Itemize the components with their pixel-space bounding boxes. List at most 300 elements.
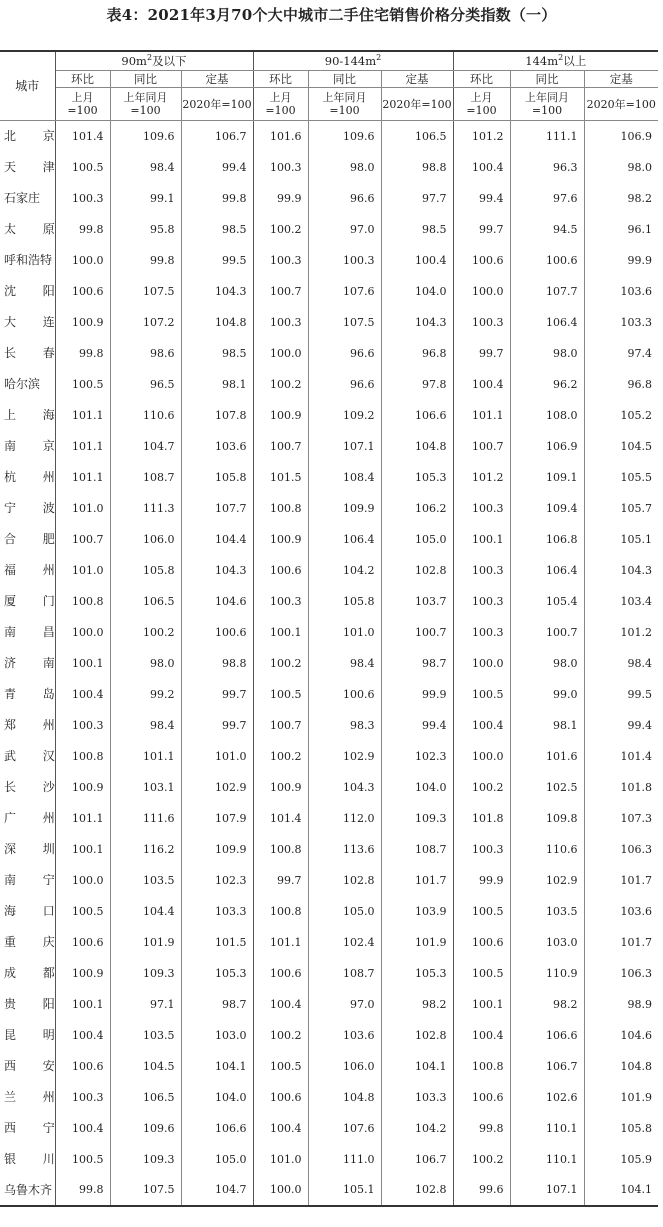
index-value-cell: 105.0 bbox=[181, 1144, 253, 1175]
index-value-cell: 100.6 bbox=[453, 245, 510, 276]
index-value-cell: 100.5 bbox=[55, 896, 110, 927]
index-value-cell: 98.0 bbox=[627, 160, 652, 174]
index-value-cell: 99.8 bbox=[55, 1175, 110, 1206]
index-value-cell: 104.1 bbox=[181, 1051, 253, 1082]
city-name-cell: 长 春 bbox=[0, 338, 55, 369]
area-group-base: 90m bbox=[121, 53, 147, 68]
index-value-cell: 105.0 bbox=[308, 896, 381, 927]
index-value-cell: 110.1 bbox=[510, 1144, 584, 1175]
table-row bbox=[0, 1175, 658, 1206]
index-value-cell: 110.1 bbox=[510, 1113, 584, 1144]
index-value-cell: 101.0 bbox=[55, 555, 110, 586]
index-value-cell: 100.4 bbox=[253, 989, 308, 1020]
index-value-cell: 100.7 bbox=[381, 617, 453, 648]
index-value-cell: 100.4 bbox=[453, 369, 510, 400]
index-value-cell: 109.9 bbox=[308, 493, 381, 524]
index-value-cell: 101.0 bbox=[308, 617, 381, 648]
table-row bbox=[0, 245, 658, 276]
index-value-cell: 102.8 bbox=[381, 1020, 453, 1051]
index-value-cell: 105.3 bbox=[381, 462, 453, 493]
index-value-cell: 104.2 bbox=[381, 1113, 453, 1144]
city-name-cell: 大 连 bbox=[0, 307, 55, 338]
table-row bbox=[0, 803, 658, 834]
index-value-cell: 106.3 bbox=[620, 842, 652, 856]
index-value-cell: 100.9 bbox=[55, 307, 110, 338]
index-value-cell: 103.3 bbox=[620, 315, 652, 329]
index-value-cell: 98.7 bbox=[181, 989, 253, 1020]
index-value-cell: 102.8 bbox=[381, 1175, 453, 1206]
index-value-cell: 96.6 bbox=[308, 338, 381, 369]
city-name-cell: 昆 明 bbox=[0, 1020, 55, 1051]
index-value-cell: 100.3 bbox=[253, 152, 308, 183]
index-value-cell: 98.0 bbox=[510, 338, 584, 369]
index-value-cell: 100.3 bbox=[253, 245, 308, 276]
index-value-cell: 104.8 bbox=[308, 1082, 381, 1113]
index-value-cell: 98.5 bbox=[181, 214, 253, 245]
index-value-cell: 109.3 bbox=[110, 1144, 181, 1175]
city-name-cell: 厦 门 bbox=[0, 586, 55, 617]
index-value-cell: 101.4 bbox=[620, 749, 652, 763]
index-value-cell: 99.7 bbox=[181, 710, 253, 741]
index-value-cell: 101.0 bbox=[253, 1144, 308, 1175]
index-value-cell: 98.8 bbox=[381, 152, 453, 183]
index-value-cell: 99.6 bbox=[453, 1175, 510, 1206]
index-value-cell: 100.2 bbox=[253, 648, 308, 679]
index-type-header: 定基 bbox=[381, 71, 453, 88]
index-value-cell: 100.1 bbox=[55, 989, 110, 1020]
city-name-cell: 南 昌 bbox=[0, 617, 55, 648]
index-value-cell: 101.1 bbox=[55, 803, 110, 834]
index-base-header: 上年同月 =100 bbox=[110, 88, 181, 121]
index-value-cell: 106.3 bbox=[620, 966, 652, 980]
city-name-cell: 呼和浩特 bbox=[0, 245, 55, 276]
index-value-cell: 109.6 bbox=[110, 1113, 181, 1144]
index-value-cell: 105.9 bbox=[620, 1152, 652, 1166]
index-value-cell: 106.6 bbox=[181, 1113, 253, 1144]
index-value-cell: 103.5 bbox=[510, 896, 584, 927]
index-value-cell: 101.7 bbox=[381, 865, 453, 896]
index-value-cell: 98.4 bbox=[308, 648, 381, 679]
index-value-cell: 99.9 bbox=[253, 183, 308, 214]
index-value-cell: 109.1 bbox=[510, 462, 584, 493]
city-name-cell: 福 州 bbox=[0, 555, 55, 586]
index-value-cell: 98.2 bbox=[381, 989, 453, 1020]
city-name-cell: 成 都 bbox=[0, 958, 55, 989]
city-name-cell: 兰 州 bbox=[0, 1082, 55, 1113]
index-value-cell: 100.9 bbox=[55, 772, 110, 803]
index-value-cell: 106.6 bbox=[381, 400, 453, 431]
index-value-cell: 101.2 bbox=[453, 462, 510, 493]
index-value-cell: 100.5 bbox=[55, 152, 110, 183]
index-base-header: 2020年=100 bbox=[181, 88, 253, 121]
area-group-sup: 2 bbox=[146, 52, 153, 62]
index-value-cell: 100.4 bbox=[381, 245, 453, 276]
table-row bbox=[0, 617, 658, 648]
index-value-cell: 98.9 bbox=[627, 997, 652, 1011]
index-value-cell: 106.5 bbox=[110, 1082, 181, 1113]
index-value-cell: 100.5 bbox=[253, 679, 308, 710]
index-value-cell: 99.8 bbox=[55, 338, 110, 369]
index-value-cell: 103.7 bbox=[381, 586, 453, 617]
index-value-cell: 100.6 bbox=[55, 927, 110, 958]
index-value-cell: 100.0 bbox=[55, 245, 110, 276]
city-name-cell: 宁 波 bbox=[0, 493, 55, 524]
index-value-cell: 100.5 bbox=[55, 369, 110, 400]
city-name-cell: 青 岛 bbox=[0, 679, 55, 710]
index-type-header: 同比 bbox=[308, 71, 381, 88]
index-value-cell: 107.1 bbox=[510, 1175, 584, 1206]
index-value-cell: 103.0 bbox=[181, 1020, 253, 1051]
index-value-cell: 97.0 bbox=[308, 989, 381, 1020]
index-value-cell: 107.9 bbox=[181, 803, 253, 834]
city-name-cell: 海 口 bbox=[0, 896, 55, 927]
index-value-cell: 101.4 bbox=[253, 803, 308, 834]
index-value-cell: 100.3 bbox=[55, 710, 110, 741]
index-type-header: 环比 bbox=[55, 71, 110, 88]
price-index-table-container bbox=[0, 50, 663, 1207]
index-value-cell: 105.1 bbox=[308, 1175, 381, 1206]
index-value-cell: 100.6 bbox=[308, 679, 381, 710]
table-row bbox=[0, 183, 658, 214]
index-value-cell: 104.8 bbox=[620, 1059, 652, 1073]
index-value-cell: 100.9 bbox=[253, 772, 308, 803]
index-type-header: 定基 bbox=[584, 71, 658, 88]
index-value-cell: 100.2 bbox=[453, 1144, 510, 1175]
table-row bbox=[0, 555, 658, 586]
index-type-header: 同比 bbox=[110, 71, 181, 88]
index-value-cell: 100.4 bbox=[453, 152, 510, 183]
index-value-cell: 104.6 bbox=[181, 586, 253, 617]
index-value-cell: 99.8 bbox=[55, 214, 110, 245]
index-value-cell: 104.7 bbox=[110, 431, 181, 462]
index-value-cell: 102.6 bbox=[510, 1082, 584, 1113]
index-value-cell: 103.5 bbox=[110, 865, 181, 896]
table-row bbox=[0, 865, 658, 896]
index-value-cell: 97.1 bbox=[110, 989, 181, 1020]
index-value-cell: 102.8 bbox=[381, 555, 453, 586]
index-value-cell: 101.8 bbox=[620, 780, 652, 794]
city-name-cell: 合 肥 bbox=[0, 524, 55, 555]
index-value-cell: 100.1 bbox=[253, 617, 308, 648]
table-row bbox=[0, 214, 658, 245]
city-name-cell: 武 汉 bbox=[0, 741, 55, 772]
index-value-cell: 107.7 bbox=[510, 276, 584, 307]
index-value-cell: 104.0 bbox=[181, 1082, 253, 1113]
index-value-cell: 100.7 bbox=[253, 431, 308, 462]
index-value-cell: 100.6 bbox=[453, 1082, 510, 1113]
index-value-cell: 101.9 bbox=[381, 927, 453, 958]
index-value-cell: 107.3 bbox=[620, 811, 652, 825]
table-row bbox=[0, 710, 658, 741]
index-value-cell: 105.1 bbox=[620, 532, 652, 546]
table-row bbox=[0, 1082, 658, 1113]
index-value-cell: 100.3 bbox=[453, 586, 510, 617]
city-name-cell: 郑 州 bbox=[0, 710, 55, 741]
table-row bbox=[0, 679, 658, 710]
index-value-cell: 103.1 bbox=[110, 772, 181, 803]
index-value-cell: 100.4 bbox=[453, 710, 510, 741]
index-value-cell: 103.9 bbox=[381, 896, 453, 927]
index-value-cell: 94.5 bbox=[510, 214, 584, 245]
index-value-cell: 99.5 bbox=[181, 245, 253, 276]
index-value-cell: 98.4 bbox=[110, 152, 181, 183]
index-value-cell: 103.6 bbox=[308, 1020, 381, 1051]
city-name-cell: 长 沙 bbox=[0, 772, 55, 803]
index-type-header: 环比 bbox=[453, 71, 510, 88]
index-value-cell: 105.0 bbox=[381, 524, 453, 555]
header-row-groups bbox=[0, 51, 658, 71]
table-row bbox=[0, 462, 658, 493]
index-value-cell: 105.7 bbox=[620, 501, 652, 515]
index-value-cell: 104.4 bbox=[110, 896, 181, 927]
table-row bbox=[0, 772, 658, 803]
index-value-cell: 100.1 bbox=[55, 648, 110, 679]
index-value-cell: 100.4 bbox=[253, 1113, 308, 1144]
table-row bbox=[0, 524, 658, 555]
index-value-cell: 101.4 bbox=[55, 121, 110, 152]
index-value-cell: 110.6 bbox=[510, 834, 584, 865]
index-value-cell: 100.1 bbox=[453, 989, 510, 1020]
index-value-cell: 98.7 bbox=[381, 648, 453, 679]
city-name-cell: 南 宁 bbox=[0, 865, 55, 896]
area-group-base: 90-144m bbox=[324, 53, 377, 68]
area-group-header bbox=[453, 51, 658, 71]
index-value-cell: 100.3 bbox=[55, 183, 110, 214]
index-value-cell: 106.9 bbox=[620, 129, 652, 143]
index-value-cell: 103.6 bbox=[620, 284, 652, 298]
index-value-cell: 110.6 bbox=[110, 400, 181, 431]
index-value-cell: 98.4 bbox=[110, 710, 181, 741]
index-value-cell: 108.4 bbox=[308, 462, 381, 493]
city-name-cell: 天 津 bbox=[0, 152, 55, 183]
index-value-cell: 104.0 bbox=[381, 772, 453, 803]
index-value-cell: 111.3 bbox=[110, 493, 181, 524]
index-value-cell: 100.8 bbox=[253, 493, 308, 524]
index-value-cell: 104.3 bbox=[308, 772, 381, 803]
area-group-sup: 2 bbox=[558, 52, 564, 62]
table-row bbox=[0, 989, 658, 1020]
table-row bbox=[0, 307, 658, 338]
table-row bbox=[0, 338, 658, 369]
index-base-header: 上月 =100 bbox=[453, 88, 510, 121]
index-value-cell: 104.3 bbox=[620, 563, 652, 577]
index-value-cell: 100.5 bbox=[453, 958, 510, 989]
index-type-header: 环比 bbox=[253, 71, 308, 88]
index-value-cell: 100.3 bbox=[453, 307, 510, 338]
index-value-cell: 98.2 bbox=[510, 989, 584, 1020]
index-value-cell: 103.0 bbox=[510, 927, 584, 958]
index-value-cell: 101.0 bbox=[181, 741, 253, 772]
index-value-cell: 100.3 bbox=[253, 586, 308, 617]
index-value-cell: 108.7 bbox=[381, 834, 453, 865]
index-value-cell: 101.9 bbox=[110, 927, 181, 958]
index-value-cell: 99.4 bbox=[381, 710, 453, 741]
index-value-cell: 98.6 bbox=[110, 338, 181, 369]
index-value-cell: 104.8 bbox=[181, 307, 253, 338]
index-value-cell: 104.7 bbox=[181, 1175, 253, 1206]
index-value-cell: 107.7 bbox=[181, 493, 253, 524]
index-value-cell: 104.3 bbox=[181, 276, 253, 307]
index-value-cell: 100.2 bbox=[453, 772, 510, 803]
index-type-header: 定基 bbox=[181, 71, 253, 88]
table-row bbox=[0, 1144, 658, 1175]
index-value-cell: 107.6 bbox=[308, 1113, 381, 1144]
index-value-cell: 106.4 bbox=[510, 555, 584, 586]
index-value-cell: 109.6 bbox=[110, 121, 181, 152]
index-value-cell: 100.1 bbox=[453, 524, 510, 555]
index-value-cell: 98.3 bbox=[308, 710, 381, 741]
index-value-cell: 104.3 bbox=[381, 307, 453, 338]
index-value-cell: 100.8 bbox=[55, 741, 110, 772]
index-value-cell: 107.5 bbox=[110, 276, 181, 307]
index-value-cell: 100.0 bbox=[253, 338, 308, 369]
index-value-cell: 104.5 bbox=[620, 439, 652, 453]
area-group-sup: 2 bbox=[376, 52, 382, 62]
city-name-cell: 杭 州 bbox=[0, 462, 55, 493]
city-name-cell: 银 川 bbox=[0, 1144, 55, 1175]
index-value-cell: 100.5 bbox=[453, 679, 510, 710]
index-value-cell: 113.6 bbox=[308, 834, 381, 865]
index-value-cell: 101.0 bbox=[55, 493, 110, 524]
table-row bbox=[0, 121, 658, 152]
index-value-cell: 100.8 bbox=[453, 1051, 510, 1082]
index-value-cell: 101.2 bbox=[620, 625, 652, 639]
index-value-cell: 99.4 bbox=[627, 718, 652, 732]
index-value-cell: 106.7 bbox=[181, 121, 253, 152]
index-value-cell: 105.8 bbox=[308, 586, 381, 617]
index-value-cell: 99.8 bbox=[181, 183, 253, 214]
index-value-cell: 103.4 bbox=[620, 594, 652, 608]
index-value-cell: 96.6 bbox=[308, 183, 381, 214]
index-value-cell: 109.8 bbox=[510, 803, 584, 834]
city-name-cell: 北 京 bbox=[0, 121, 55, 152]
city-name-cell: 西 安 bbox=[0, 1051, 55, 1082]
index-base-header: 上月 =100 bbox=[253, 88, 308, 121]
city-name-cell: 太 原 bbox=[0, 214, 55, 245]
index-value-cell: 100.7 bbox=[253, 710, 308, 741]
index-value-cell: 100.0 bbox=[55, 865, 110, 896]
index-value-cell: 106.0 bbox=[110, 524, 181, 555]
index-value-cell: 101.1 bbox=[55, 431, 110, 462]
city-name-cell: 济 南 bbox=[0, 648, 55, 679]
table-row bbox=[0, 1020, 658, 1051]
index-value-cell: 108.0 bbox=[510, 400, 584, 431]
index-value-cell: 103.3 bbox=[181, 896, 253, 927]
index-value-cell: 100.3 bbox=[308, 245, 381, 276]
index-value-cell: 104.8 bbox=[381, 431, 453, 462]
index-value-cell: 100.9 bbox=[253, 524, 308, 555]
index-value-cell: 105.5 bbox=[620, 470, 652, 484]
index-value-cell: 107.2 bbox=[110, 307, 181, 338]
index-value-cell: 100.6 bbox=[181, 617, 253, 648]
index-value-cell: 106.7 bbox=[381, 1144, 453, 1175]
index-value-cell: 106.7 bbox=[510, 1051, 584, 1082]
index-value-cell: 96.2 bbox=[510, 369, 584, 400]
city-name-cell: 贵 阳 bbox=[0, 989, 55, 1020]
index-value-cell: 107.8 bbox=[181, 400, 253, 431]
index-value-cell: 100.0 bbox=[55, 617, 110, 648]
index-value-cell: 100.9 bbox=[55, 958, 110, 989]
index-value-cell: 100.3 bbox=[453, 834, 510, 865]
index-value-cell: 96.3 bbox=[510, 152, 584, 183]
city-column-header: 城市 bbox=[0, 51, 55, 121]
index-value-cell: 96.6 bbox=[308, 369, 381, 400]
index-value-cell: 97.0 bbox=[308, 214, 381, 245]
index-value-cell: 96.8 bbox=[627, 377, 652, 391]
index-value-cell: 106.4 bbox=[308, 524, 381, 555]
index-value-cell: 100.3 bbox=[453, 493, 510, 524]
index-value-cell: 96.1 bbox=[627, 222, 652, 236]
index-value-cell: 109.2 bbox=[308, 400, 381, 431]
index-value-cell: 99.4 bbox=[181, 152, 253, 183]
header-row-types bbox=[0, 71, 658, 88]
city-name-cell: 南 京 bbox=[0, 431, 55, 462]
city-name-cell: 哈尔滨 bbox=[0, 369, 55, 400]
index-value-cell: 99.0 bbox=[510, 679, 584, 710]
table-row bbox=[0, 493, 658, 524]
index-value-cell: 101.1 bbox=[55, 400, 110, 431]
index-value-cell: 97.8 bbox=[381, 369, 453, 400]
city-name-cell: 沈 阳 bbox=[0, 276, 55, 307]
index-value-cell: 98.2 bbox=[627, 191, 652, 205]
index-value-cell: 101.1 bbox=[110, 741, 181, 772]
index-value-cell: 100.6 bbox=[453, 927, 510, 958]
index-value-cell: 107.5 bbox=[308, 307, 381, 338]
index-value-cell: 105.3 bbox=[381, 958, 453, 989]
index-value-cell: 99.8 bbox=[110, 245, 181, 276]
city-name-cell: 石家庄 bbox=[0, 183, 55, 214]
table-row bbox=[0, 1051, 658, 1082]
index-value-cell: 105.8 bbox=[181, 462, 253, 493]
index-base-header: 2020年=100 bbox=[381, 88, 453, 121]
index-value-cell: 100.4 bbox=[55, 1113, 110, 1144]
index-value-cell: 99.4 bbox=[453, 183, 510, 214]
city-name-cell: 上 海 bbox=[0, 400, 55, 431]
table-row bbox=[0, 586, 658, 617]
index-value-cell: 99.1 bbox=[110, 183, 181, 214]
index-value-cell: 99.8 bbox=[453, 1113, 510, 1144]
index-value-cell: 102.9 bbox=[308, 741, 381, 772]
index-value-cell: 100.3 bbox=[253, 307, 308, 338]
index-value-cell: 101.7 bbox=[620, 935, 652, 949]
index-value-cell: 99.2 bbox=[110, 679, 181, 710]
index-value-cell: 103.6 bbox=[181, 431, 253, 462]
index-value-cell: 96.8 bbox=[381, 338, 453, 369]
index-value-cell: 105.2 bbox=[620, 408, 652, 422]
index-value-cell: 100.5 bbox=[253, 1051, 308, 1082]
index-value-cell: 100.5 bbox=[453, 896, 510, 927]
index-value-cell: 98.0 bbox=[510, 648, 584, 679]
index-value-cell: 100.1 bbox=[55, 834, 110, 865]
index-value-cell: 100.9 bbox=[253, 400, 308, 431]
table-title: 表4：2021年3月70个大中城市二手住宅销售价格分类指数（一） bbox=[106, 6, 557, 24]
index-value-cell: 100.0 bbox=[453, 741, 510, 772]
index-value-cell: 100.8 bbox=[55, 586, 110, 617]
index-value-cell: 100.7 bbox=[253, 276, 308, 307]
index-base-header: 2020年=100 bbox=[584, 88, 658, 121]
index-value-cell: 109.3 bbox=[110, 958, 181, 989]
index-value-cell: 105.3 bbox=[181, 958, 253, 989]
index-value-cell: 109.4 bbox=[510, 493, 584, 524]
index-value-cell: 106.5 bbox=[381, 121, 453, 152]
index-value-cell: 99.9 bbox=[381, 679, 453, 710]
index-value-cell: 100.2 bbox=[253, 369, 308, 400]
area-group-header bbox=[55, 51, 253, 71]
index-value-cell: 104.6 bbox=[620, 1028, 652, 1042]
index-value-cell: 101.9 bbox=[620, 1090, 652, 1104]
index-value-cell: 100.3 bbox=[453, 555, 510, 586]
table-header bbox=[0, 51, 658, 121]
